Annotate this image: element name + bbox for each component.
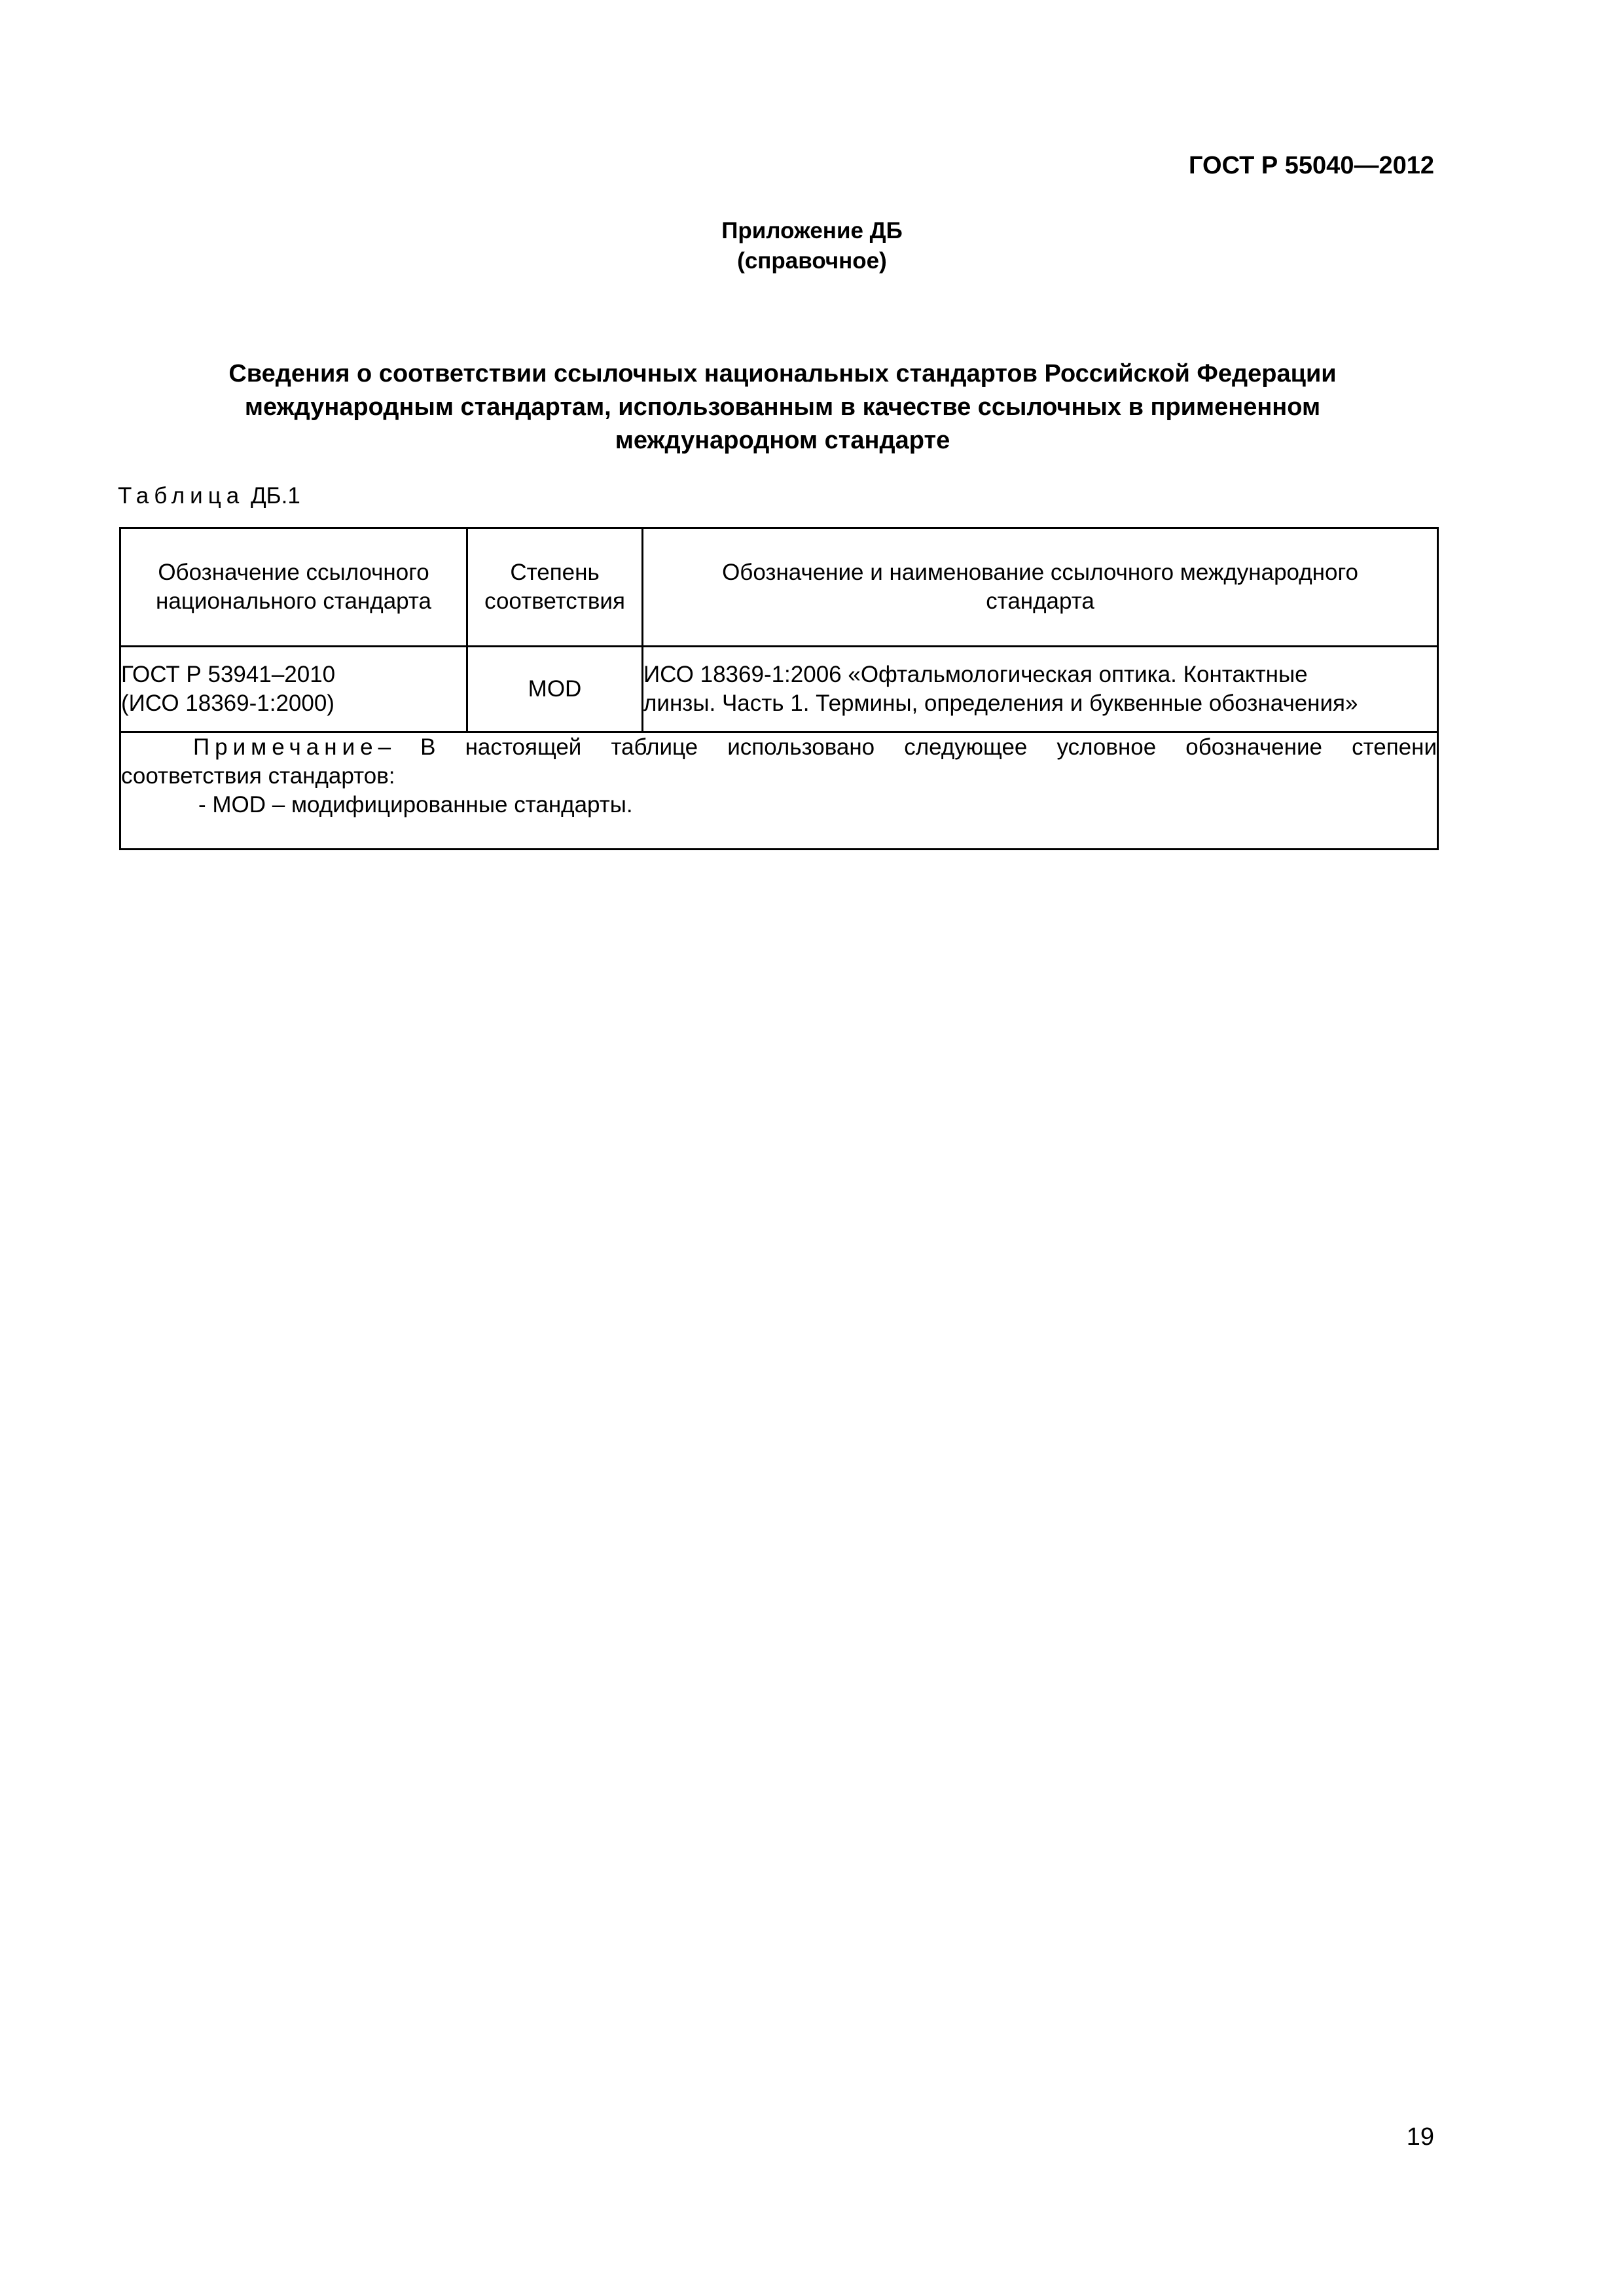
- cell-international-standard: [643, 647, 1438, 732]
- international-standard-line-2: линзы. Часть 1. Термины, определения и буквенные обозначения»: [643, 691, 1358, 716]
- header-national-standard-line-1: Обозначение ссылочного: [158, 560, 429, 585]
- international-standard-line-1: ИСО 18369-1:2006 «Офтальмологическая оптика. Контактные: [643, 662, 1308, 687]
- national-standard-line-2: (ИСО 18369-1:2000): [121, 691, 334, 716]
- note-line-1: [121, 733, 1437, 762]
- table-caption-number: ДБ.1: [250, 483, 300, 509]
- header-degree-line-2: соответствия: [484, 588, 625, 614]
- page-number: 19: [1406, 2123, 1434, 2151]
- note-line-1-text: – В настоящей таблице использовано следующее условное обозначение степени: [378, 734, 1437, 760]
- note-line-2: соответствия стандартов:: [121, 763, 395, 789]
- document-code: ГОСТ Р 55040—2012: [1189, 152, 1434, 179]
- section-title-line-1: Сведения о соответствии ссылочных национальных стандартов Российской Федерации: [228, 360, 1337, 387]
- section-title-line-3: международном стандарте: [615, 427, 950, 454]
- appendix-type: (справочное): [737, 248, 887, 274]
- table-note-row: [120, 732, 1438, 850]
- header-degree-line-1: Степень: [510, 560, 600, 585]
- cell-national-standard: [120, 647, 467, 732]
- header-national-standard-line-2: национального стандарта: [156, 588, 431, 614]
- header-national-standard: [120, 528, 467, 647]
- header-international-standard: [643, 528, 1438, 647]
- table-caption: [118, 483, 300, 509]
- table-note: [120, 732, 1438, 850]
- note-label: Примечание: [193, 734, 378, 760]
- appendix-heading: [0, 216, 1624, 276]
- section-title-line-2: международным стандартам, использованным в качестве ссылочных в примененном: [244, 393, 1321, 421]
- table-header-row: [120, 528, 1438, 647]
- standards-correspondence-table: [119, 527, 1439, 850]
- note-line-3: - MOD – модифицированные стандарты.: [198, 792, 633, 817]
- appendix-title: Приложение ДБ: [721, 218, 903, 243]
- table-caption-word: Таблица: [118, 483, 245, 509]
- header-international-standard-line-2: стандарта: [986, 588, 1094, 614]
- header-degree: [467, 528, 643, 647]
- header-international-standard-line-1: Обозначение и наименование ссылочного международного: [722, 560, 1358, 585]
- cell-degree: MOD: [467, 647, 643, 732]
- section-title: [131, 357, 1434, 457]
- table-row: [120, 647, 1438, 732]
- national-standard-line-1: ГОСТ Р 53941–2010: [121, 662, 336, 687]
